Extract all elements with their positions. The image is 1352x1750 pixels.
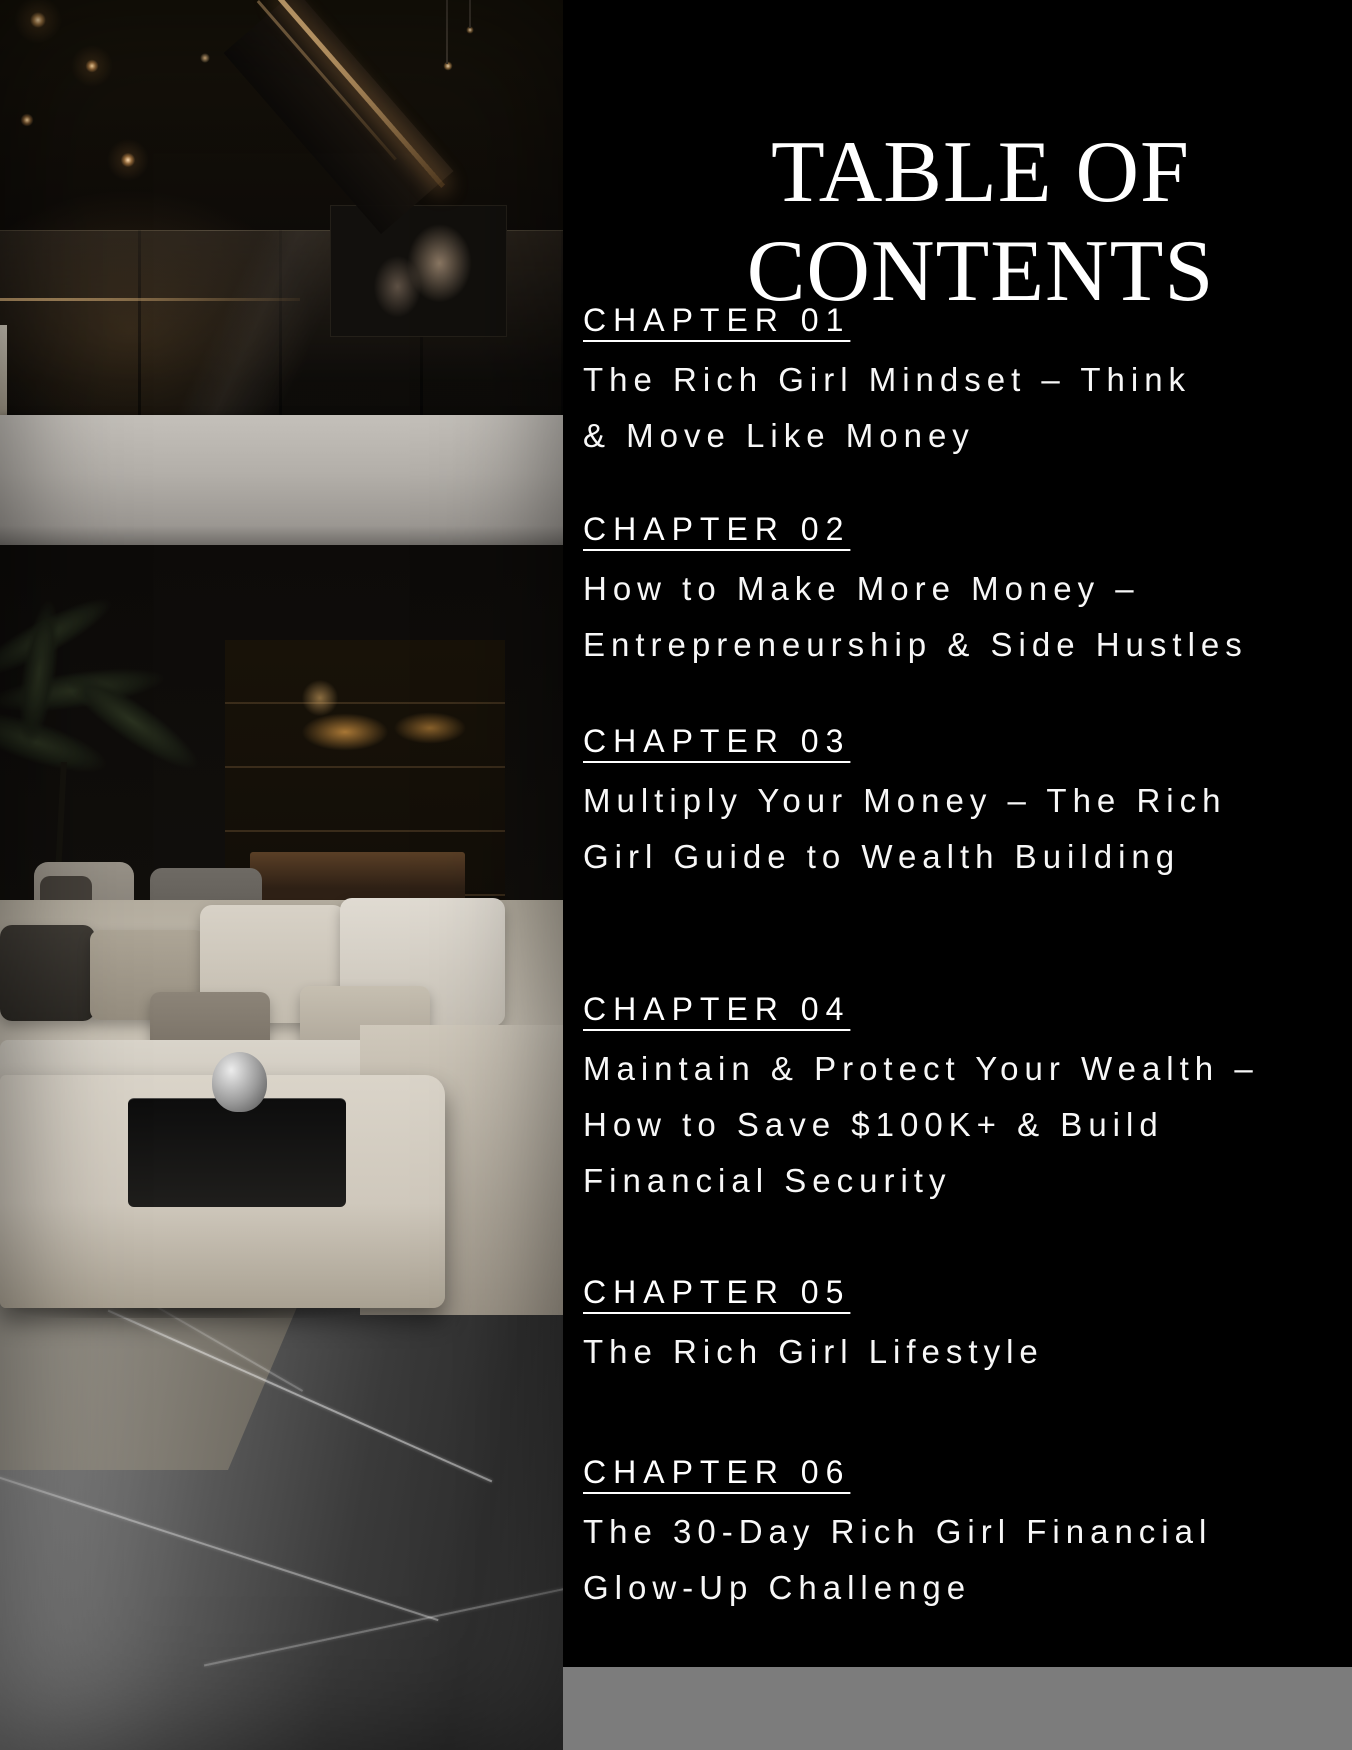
chapter-01-title: [583, 352, 1342, 464]
chapter-04-label[interactable]: CHAPTER 04: [583, 991, 851, 1027]
chapter-title-line: The Rich Girl Mindset – Think: [583, 361, 1192, 398]
contents-panel: [563, 0, 1352, 1750]
chapter-title-line: The 30-Day Rich Girl Financial: [583, 1513, 1213, 1550]
chapter-01-label[interactable]: CHAPTER 01: [583, 302, 851, 338]
toc-entry-chapter-05: [583, 1272, 1342, 1380]
chapter-title-line: Financial Security: [583, 1162, 952, 1199]
chapter-06-label[interactable]: CHAPTER 06: [583, 1454, 851, 1490]
chapter-03-label[interactable]: CHAPTER 03: [583, 723, 851, 759]
toc-entry-chapter-04: [583, 989, 1342, 1209]
rail-light-strip: [0, 298, 300, 301]
chapter-02-title: [583, 561, 1342, 673]
chapter-title-line: & Move Like Money: [583, 417, 975, 454]
toc-entry-chapter-02: [583, 509, 1342, 673]
footer-bar: [563, 1667, 1352, 1750]
chapter-title-line: Entrepreneurship & Side Hustles: [583, 626, 1248, 663]
chapter-04-title: [583, 1041, 1342, 1209]
toc-entry-chapter-06: [583, 1452, 1342, 1616]
chapter-title-line: How to Make More Money –: [583, 570, 1140, 607]
chapter-title-line: Glow-Up Challenge: [583, 1569, 972, 1606]
chapter-title-line: Girl Guide to Wealth Building: [583, 838, 1181, 875]
page-title-line1: TABLE OF: [771, 123, 1190, 221]
chapter-title-line: The Rich Girl Lifestyle: [583, 1333, 1044, 1370]
ceiling-spotlights: [0, 0, 563, 260]
page-title-line2: CONTENTS: [746, 222, 1215, 320]
chapter-06-title: [583, 1504, 1342, 1616]
toc-entry-chapter-03: [583, 721, 1342, 885]
page-title: [563, 123, 1352, 321]
toc-entry-chapter-01: [583, 300, 1342, 464]
pendant-rod: [446, 0, 448, 64]
chapter-title-line: Multiply Your Money – The Rich: [583, 782, 1227, 819]
coffee-tray: [128, 1098, 346, 1207]
palm-frond: [12, 596, 67, 749]
chapter-05-label[interactable]: CHAPTER 05: [583, 1274, 851, 1310]
chapter-02-label[interactable]: CHAPTER 02: [583, 511, 851, 547]
wood-table: [250, 852, 465, 904]
chapter-title-line: Maintain & Protect Your Wealth –: [583, 1050, 1259, 1087]
sofa-pillow: [0, 925, 95, 1021]
interior-photo: [0, 0, 563, 1750]
metal-kettle: [212, 1052, 267, 1112]
pendant-rod: [469, 0, 471, 28]
chapter-title-line: How to Save $100K+ & Build: [583, 1106, 1164, 1143]
chapter-05-title: [583, 1324, 1342, 1380]
concrete-beam: [0, 415, 563, 545]
chapter-03-title: [583, 773, 1342, 885]
side-light: [0, 325, 7, 420]
